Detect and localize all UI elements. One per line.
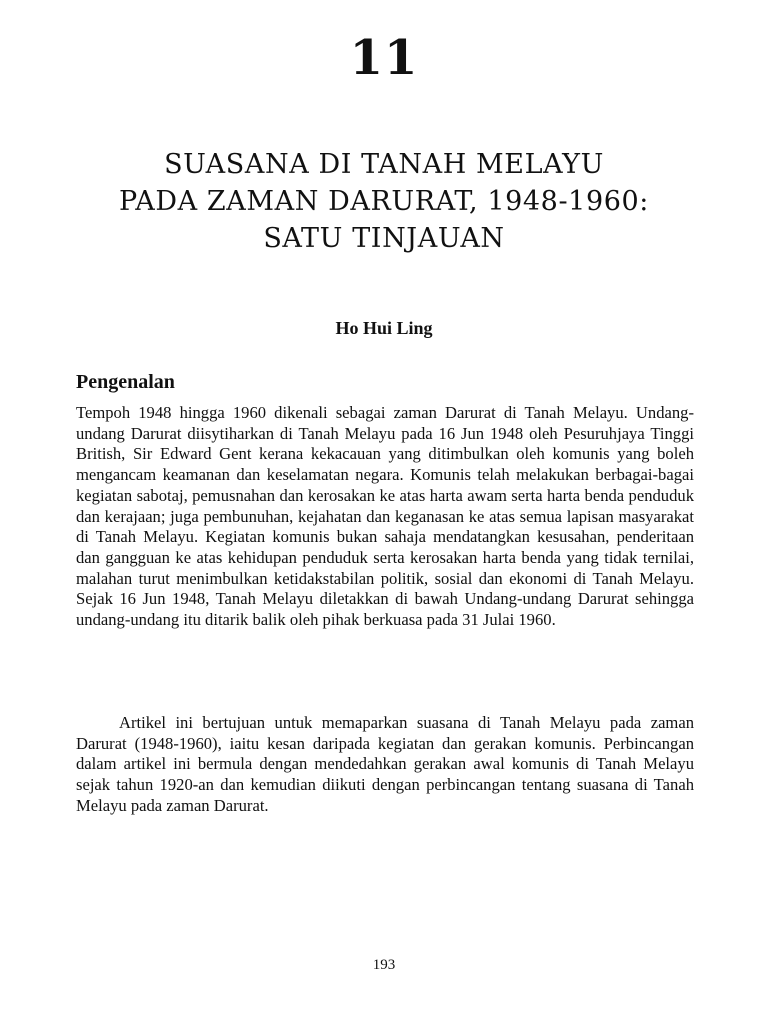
chapter-title-line: SUASANA DI TANAH MELAYU [164,149,604,180]
chapter-number: 11 [349,30,419,86]
section-heading: Pengenalan [76,371,175,393]
chapter-title [40,146,728,257]
chapter-title-line: SATU TINJAUAN [263,223,505,254]
body-paragraph-block [76,403,694,631]
body-paragraph: Artikel ini bertujuan untuk memaparkan suasana di Tanah Melayu pada zaman Darurat (1948-1960), iaitu kesan daripada kegiatan dan gerakan komunis. Perbincangan dalam artikel ini bermula dengan mendedahkan gerakan awal komunis di Tanah Melayu sejak tahun 1920-an dan kemudian diikuti dengan perbincangan tentang suasana di Tanah Melayu pada zaman Darurat. [76,713,694,815]
chapter-title-line: PADA ZAMAN DARURAT, 1948-1960: [119,186,649,217]
body-paragraph: Tempoh 1948 hingga 1960 dikenali sebagai zaman Darurat di Tanah Melayu. Undang-undang Darurat diisytiharkan di Tanah Melayu pada 16 Jun 1948 oleh Pesuruhjaya Tinggi British, Sir Edward Gent kerana kekacauan yang ditimbulkan oleh komunis yang boleh mengancam keamanan dan keselamatan negara. Komunis telah melakukan berbagai-bagai kegiatan sabotaj, pemusnahan dan kerosakan ke atas harta awam serta harta benda penduduk dan kerajaan; juga pembunuhan, kejahatan dan keganasan ke atas semua lapisan masyarakat di Tanah Melayu. Kegiatan komunis bukan sahaja mendatangkan kesusahan, penderitaan dan gangguan ke atas kehidupan penduduk serta kerosakan harta benda yang tidak ternilai, malahan turut menimbulkan ketidakstabilan politik, sosial dan ekonomi di Tanah Melayu. Sejak 16 Jun 1948, Tanah Melayu diletakkan di bawah Undang-undang Darurat sehingga undang-undang itu ditarik balik oleh pihak berkuasa pada 31 Julai 1960. [76,403,694,630]
author-name: Ho Hui Ling [335,318,433,338]
page-number: 193 [372,957,396,973]
body-paragraph-block [76,713,694,817]
